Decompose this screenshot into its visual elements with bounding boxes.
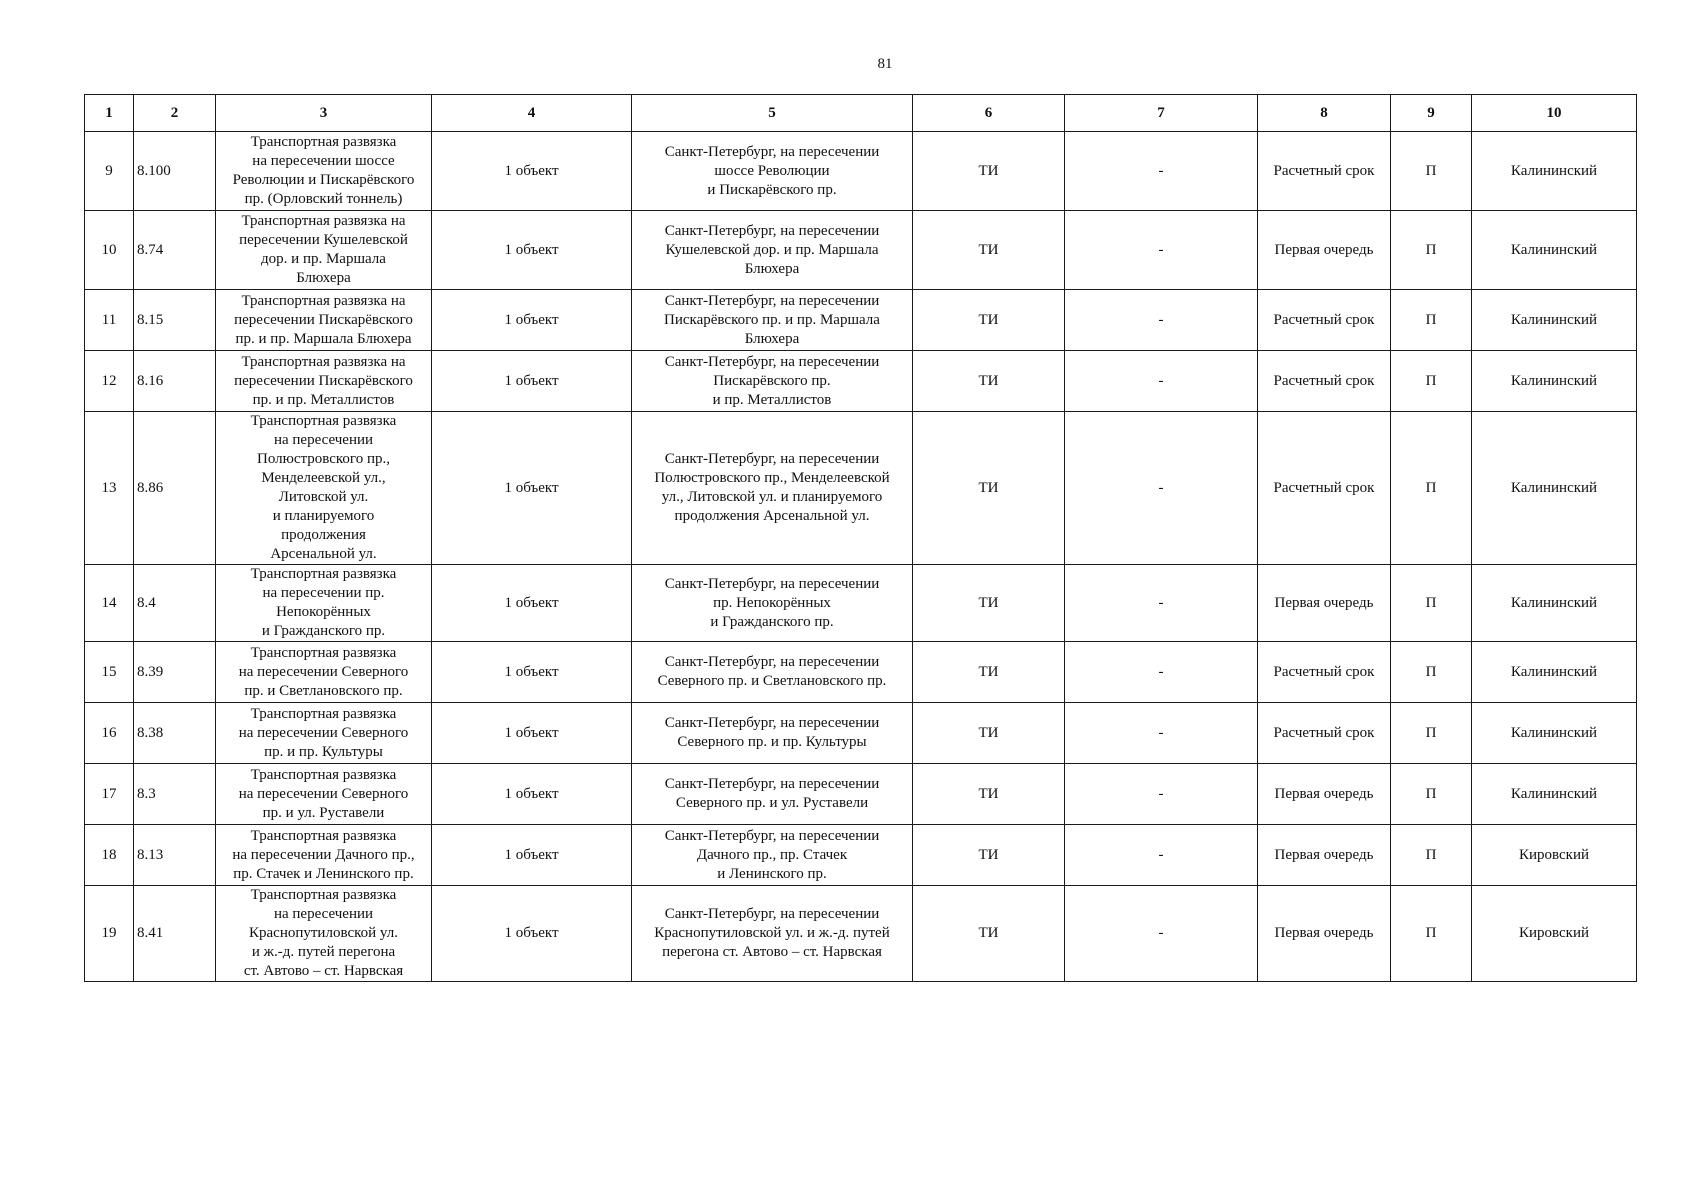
location-cell-line: Санкт-Петербург, на пересечении	[664, 715, 880, 731]
row-number-cell: 12	[85, 351, 134, 412]
term-cell: Первая очередь	[1258, 825, 1391, 886]
object-name-cell-line: Краснопутиловской ул.	[249, 925, 398, 941]
type-cell: ТИ	[913, 703, 1065, 764]
status-cell: П	[1391, 565, 1472, 642]
term-cell: Расчетный срок	[1258, 132, 1391, 211]
object-name-cell-line: Арсенальной ул.	[270, 546, 377, 562]
table-row	[85, 886, 1637, 982]
object-name-cell	[216, 825, 432, 886]
row-number-cell: 16	[85, 703, 134, 764]
location-cell-line: ул., Литовской ул. и планируемого	[661, 489, 883, 505]
row-number-cell: 15	[85, 642, 134, 703]
object-name-cell-line: Полюстровского пр.,	[257, 451, 390, 467]
quantity-cell: 1 объект	[432, 290, 632, 351]
column-header-5: 5	[632, 95, 913, 132]
location-cell	[632, 642, 913, 703]
table-row	[85, 565, 1637, 642]
object-code-cell: 8.3	[134, 764, 216, 825]
column-header-3: 3	[216, 95, 432, 132]
object-name-cell-line: продолжения	[281, 527, 366, 543]
object-name-cell	[216, 351, 432, 412]
location-cell-line: Кушелевской дор. и пр. Маршала	[665, 241, 879, 258]
location-cell	[632, 211, 913, 290]
term-cell: Расчетный срок	[1258, 290, 1391, 351]
object-code-cell: 8.15	[134, 290, 216, 351]
district-cell: Калининский	[1472, 565, 1637, 642]
object-name-cell-line: пересечении Пискарёвского	[234, 372, 413, 389]
status-cell: П	[1391, 211, 1472, 290]
location-cell-line: Санкт-Петербург, на пересечении	[664, 292, 880, 309]
location-cell-line: Санкт-Петербург, на пересечении	[664, 827, 880, 844]
location-cell-line: Санкт-Петербург, на пересечении	[664, 353, 880, 370]
object-name-cell-line: Революции и Пискарёвского	[232, 172, 415, 188]
object-name-cell	[216, 290, 432, 351]
table-row	[85, 764, 1637, 825]
location-cell	[632, 703, 913, 764]
location-cell-line: Дачного пр., пр. Стачек	[696, 846, 848, 863]
object-name-cell-line: Транспортная развязка	[250, 887, 397, 903]
district-cell: Калининский	[1472, 132, 1637, 211]
object-code-cell: 8.100	[134, 132, 216, 211]
quantity-cell: 1 объект	[432, 412, 632, 565]
object-name-cell-line: Транспортная развязка на	[241, 292, 406, 309]
quantity-cell: 1 объект	[432, 886, 632, 982]
table-row	[85, 412, 1637, 565]
district-cell: Кировский	[1472, 886, 1637, 982]
object-name-cell-line: на пересечении Северного	[238, 785, 409, 802]
object-name-cell-line: Литовской ул.	[278, 489, 369, 505]
location-cell-line: продолжения Арсенальной ул.	[674, 508, 870, 524]
column-7-cell: -	[1065, 351, 1258, 412]
object-name-cell-line: Транспортная развязка на	[241, 213, 406, 229]
row-number-cell: 14	[85, 565, 134, 642]
object-name-cell-line: Транспортная развязка	[250, 566, 397, 582]
status-cell: П	[1391, 290, 1472, 351]
column-header-8: 8	[1258, 95, 1391, 132]
type-cell: ТИ	[913, 211, 1065, 290]
status-cell: П	[1391, 886, 1472, 982]
column-header-2: 2	[134, 95, 216, 132]
district-cell: Калининский	[1472, 703, 1637, 764]
objects-table	[84, 94, 1637, 982]
quantity-cell: 1 объект	[432, 764, 632, 825]
location-cell-line: Блюхера	[744, 260, 800, 277]
object-name-cell-line: на пересечении	[273, 432, 374, 448]
object-name-cell-line: пр. (Орловский тоннель)	[244, 191, 403, 207]
location-cell	[632, 290, 913, 351]
district-cell: Калининский	[1472, 351, 1637, 412]
table-header-row	[85, 95, 1637, 132]
location-cell-line: Пискарёвского пр. и пр. Маршала	[664, 311, 880, 328]
location-cell-line: Краснопутиловской ул. и ж.-д. путей	[654, 925, 890, 941]
location-cell	[632, 886, 913, 982]
status-cell: П	[1391, 825, 1472, 886]
location-cell-line: Санкт-Петербург, на пересечении	[664, 451, 880, 467]
table-row	[85, 132, 1637, 211]
object-name-cell	[216, 642, 432, 703]
object-code-cell: 8.74	[134, 211, 216, 290]
location-cell-line: Северного пр. и ул. Руставели	[675, 795, 869, 811]
column-7-cell: -	[1065, 211, 1258, 290]
object-name-cell-line: пр. Стачек и Ленинского пр.	[233, 865, 414, 882]
type-cell: ТИ	[913, 351, 1065, 412]
column-7-cell: -	[1065, 825, 1258, 886]
object-code-cell: 8.16	[134, 351, 216, 412]
column-7-cell: -	[1065, 703, 1258, 764]
object-name-cell-line: Непокорённых	[276, 604, 371, 620]
location-cell-line: Блюхера	[744, 330, 800, 347]
object-name-cell-line: Блюхера	[296, 270, 351, 286]
quantity-cell: 1 объект	[432, 565, 632, 642]
type-cell: ТИ	[913, 764, 1065, 825]
location-cell	[632, 825, 913, 886]
object-code-cell: 8.38	[134, 703, 216, 764]
object-name-cell-line: дор. и пр. Маршала	[261, 251, 386, 267]
object-name-cell-line: и ж.-д. путей перегона	[251, 944, 396, 960]
object-code-cell: 8.39	[134, 642, 216, 703]
location-cell	[632, 764, 913, 825]
row-number-cell: 13	[85, 412, 134, 565]
location-cell-line: шоссе Революции	[714, 162, 830, 179]
status-cell: П	[1391, 642, 1472, 703]
column-header-10: 10	[1472, 95, 1637, 132]
district-cell: Калининский	[1472, 764, 1637, 825]
status-cell: П	[1391, 132, 1472, 211]
location-cell-line: Санкт-Петербург, на пересечении	[664, 654, 880, 670]
object-name-cell	[216, 703, 432, 764]
location-cell-line: и пр. Металлистов	[712, 391, 832, 408]
district-cell: Калининский	[1472, 412, 1637, 565]
term-cell: Первая очередь	[1258, 211, 1391, 290]
table-row	[85, 703, 1637, 764]
object-name-cell-line: на пересечении Дачного пр.,	[232, 846, 415, 863]
quantity-cell: 1 объект	[432, 132, 632, 211]
location-cell-line: Санкт-Петербург, на пересечении	[664, 575, 880, 592]
column-7-cell: -	[1065, 565, 1258, 642]
status-cell: П	[1391, 764, 1472, 825]
object-name-cell-line: на пересечении	[273, 906, 374, 922]
table-row	[85, 351, 1637, 412]
type-cell: ТИ	[913, 132, 1065, 211]
table-row	[85, 211, 1637, 290]
object-name-cell	[216, 211, 432, 290]
type-cell: ТИ	[913, 412, 1065, 565]
object-name-cell-line: ст. Автово – ст. Нарвская	[243, 963, 404, 979]
object-name-cell-line: Транспортная развязка на	[241, 353, 406, 370]
object-name-cell-line: на пересечении Северного	[238, 663, 409, 680]
object-name-cell-line: Транспортная развязка	[250, 827, 397, 844]
type-cell: ТИ	[913, 886, 1065, 982]
object-name-cell-line: пр. и ул. Руставели	[262, 804, 385, 821]
location-cell	[632, 132, 913, 211]
location-cell	[632, 565, 913, 642]
district-cell: Калининский	[1472, 211, 1637, 290]
object-name-cell-line: на пересечении шоссе	[252, 153, 395, 169]
location-cell-line: и Гражданского пр.	[710, 613, 834, 630]
object-name-cell-line: на пересечении пр.	[262, 585, 385, 601]
object-name-cell-line: пр. и Светлановского пр.	[244, 682, 403, 699]
district-cell: Кировский	[1472, 825, 1637, 886]
type-cell: ТИ	[913, 290, 1065, 351]
location-cell	[632, 412, 913, 565]
location-cell-line: Полюстровского пр., Менделеевской	[654, 470, 890, 486]
location-cell-line: Санкт-Петербург, на пересечении	[664, 906, 880, 922]
object-name-cell-line: и Гражданского пр.	[261, 623, 386, 639]
column-7-cell: -	[1065, 132, 1258, 211]
table-row	[85, 290, 1637, 351]
quantity-cell: 1 объект	[432, 211, 632, 290]
term-cell: Расчетный срок	[1258, 642, 1391, 703]
object-name-cell-line: Менделеевской ул.,	[261, 470, 386, 486]
location-cell-line: перегона ст. Автово – ст. Нарвская	[662, 944, 882, 960]
quantity-cell: 1 объект	[432, 642, 632, 703]
object-code-cell: 8.86	[134, 412, 216, 565]
object-code-cell: 8.41	[134, 886, 216, 982]
table-row	[85, 642, 1637, 703]
column-7-cell: -	[1065, 764, 1258, 825]
column-header-9: 9	[1391, 95, 1472, 132]
column-header-1: 1	[85, 95, 134, 132]
district-cell: Калининский	[1472, 290, 1637, 351]
location-cell-line: Северного пр. и Светлановского пр.	[657, 673, 887, 689]
location-cell-line: пр. Непокорённых	[713, 594, 831, 611]
column-header-6: 6	[913, 95, 1065, 132]
object-name-cell-line: Транспортная развязка	[250, 134, 397, 150]
location-cell-line: Санкт-Петербург, на пересечении	[664, 222, 880, 239]
object-name-cell-line: пр. и пр. Маршала Блюхера	[235, 330, 412, 347]
object-code-cell: 8.13	[134, 825, 216, 886]
location-cell-line: Пискарёвского пр.	[713, 372, 831, 389]
object-name-cell-line: на пересечении Северного	[238, 724, 409, 741]
object-name-cell-line: Транспортная развязка	[250, 705, 397, 722]
type-cell: ТИ	[913, 642, 1065, 703]
row-number-cell: 17	[85, 764, 134, 825]
location-cell	[632, 351, 913, 412]
object-name-cell-line: пересечении Кушелевской	[239, 232, 408, 248]
term-cell: Первая очередь	[1258, 886, 1391, 982]
location-cell-line: Санкт-Петербург, на пересечении	[664, 143, 880, 160]
quantity-cell: 1 объект	[432, 703, 632, 764]
object-name-cell-line: пр. и пр. Металлистов	[252, 391, 395, 408]
status-cell: П	[1391, 412, 1472, 565]
object-name-cell	[216, 764, 432, 825]
object-name-cell-line: и планируемого	[272, 508, 375, 524]
object-name-cell	[216, 412, 432, 565]
status-cell: П	[1391, 351, 1472, 412]
quantity-cell: 1 объект	[432, 825, 632, 886]
table-row	[85, 825, 1637, 886]
column-7-cell: -	[1065, 290, 1258, 351]
status-cell: П	[1391, 703, 1472, 764]
page-number: 81	[877, 56, 893, 72]
column-header-7: 7	[1065, 95, 1258, 132]
location-cell-line: и Пискарёвского пр.	[707, 181, 837, 198]
column-7-cell: -	[1065, 642, 1258, 703]
row-number-cell: 9	[85, 132, 134, 211]
type-cell: ТИ	[913, 565, 1065, 642]
object-name-cell-line: Транспортная развязка	[250, 766, 397, 783]
column-7-cell: -	[1065, 412, 1258, 565]
type-cell: ТИ	[913, 825, 1065, 886]
row-number-cell: 11	[85, 290, 134, 351]
quantity-cell: 1 объект	[432, 351, 632, 412]
row-number-cell: 18	[85, 825, 134, 886]
row-number-cell: 19	[85, 886, 134, 982]
object-name-cell	[216, 886, 432, 982]
object-name-cell-line: пр. и пр. Культуры	[264, 743, 383, 760]
location-cell-line: Санкт-Петербург, на пересечении	[664, 776, 880, 792]
row-number-cell: 10	[85, 211, 134, 290]
term-cell: Первая очередь	[1258, 565, 1391, 642]
object-code-cell: 8.4	[134, 565, 216, 642]
column-header-4: 4	[432, 95, 632, 132]
location-cell-line: и Ленинского пр.	[717, 865, 827, 882]
object-name-cell-line: Транспортная развязка	[250, 413, 397, 429]
table-body	[85, 132, 1637, 982]
term-cell: Расчетный срок	[1258, 703, 1391, 764]
object-name-cell-line: Транспортная развязка	[250, 644, 397, 661]
column-7-cell: -	[1065, 886, 1258, 982]
location-cell-line: Северного пр. и пр. Культуры	[677, 734, 867, 750]
object-name-cell	[216, 565, 432, 642]
term-cell: Расчетный срок	[1258, 351, 1391, 412]
object-name-cell-line: пересечении Пискарёвского	[234, 311, 413, 328]
object-name-cell	[216, 132, 432, 211]
term-cell: Первая очередь	[1258, 764, 1391, 825]
term-cell: Расчетный срок	[1258, 412, 1391, 565]
district-cell: Калининский	[1472, 642, 1637, 703]
